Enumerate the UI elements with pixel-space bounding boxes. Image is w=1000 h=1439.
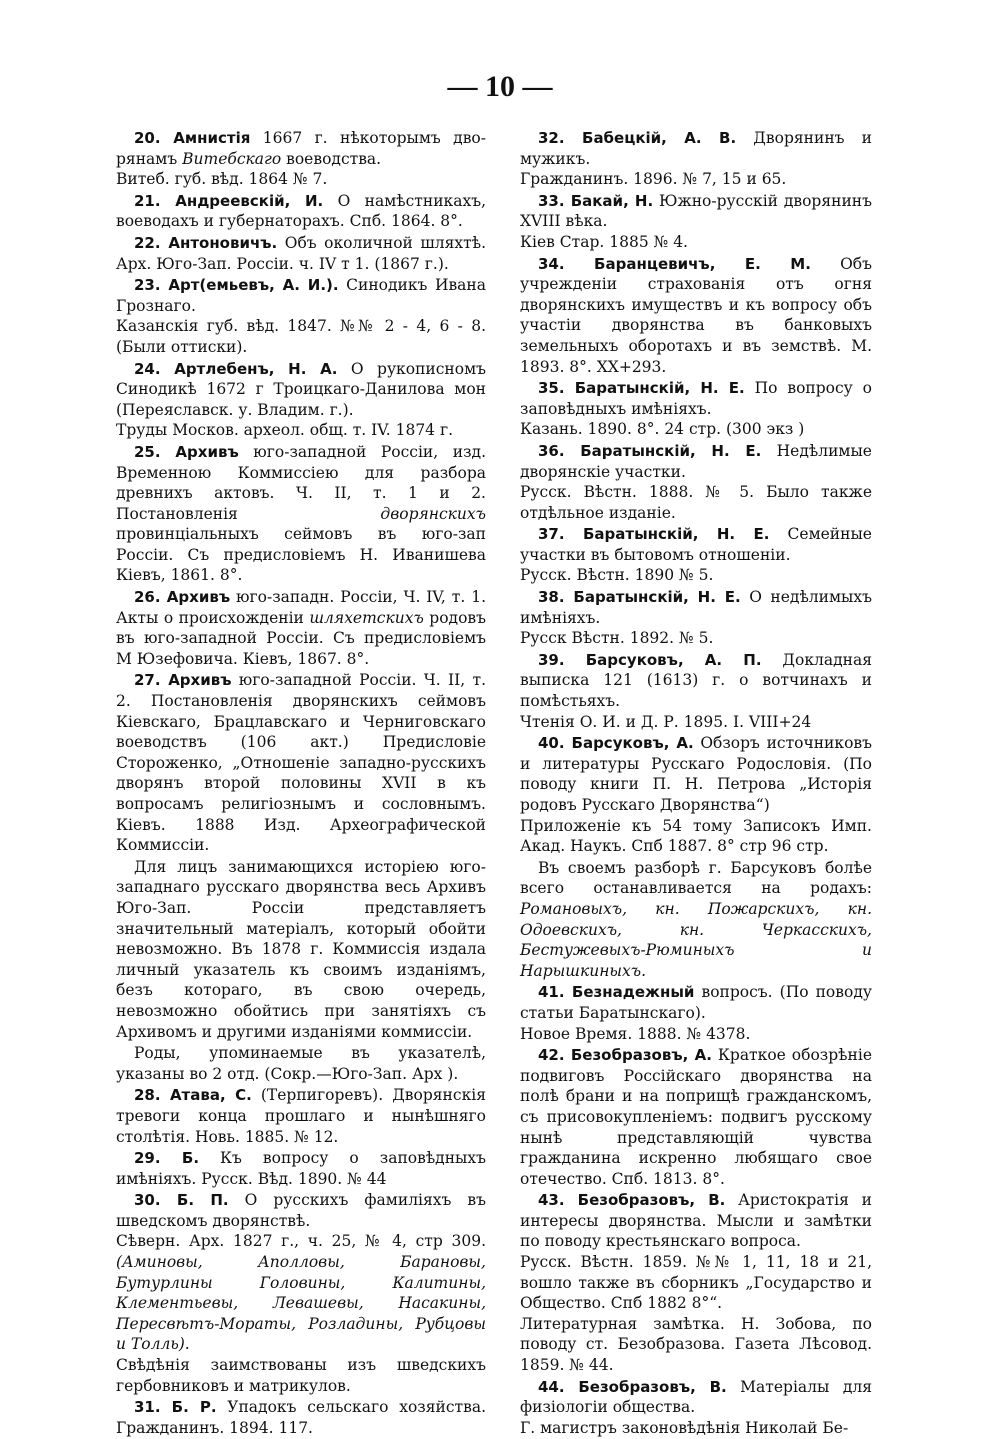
entry-text: Семейные участки въ бытовомъ отношеніи. [520,525,872,564]
entry-text: родовъ въ юго-западной Россіи. Съ предисловіемъ М Юзефовича. Кіевъ, 1867. 8°. [116,608,486,668]
entry-text: О намѣстникахъ, воеводахъ и губернаторахъ. Спб. 1864. 8°. [116,191,486,231]
bibliography-entry [520,524,872,586]
entry-heading: 37. Баратынскій, Н. Е. [538,525,770,544]
entry-text: Объ околичной шляхтѣ. Арх. Юго-Зап. Россіи. ч. IV т 1. (1867 г.). [116,233,486,273]
bibliography-entry [116,191,486,232]
entry-heading: 28. Атава, С. [134,1086,252,1105]
bibliography-entry [116,1148,486,1189]
right-column [520,128,872,1439]
entry-text: Южно-русскій дворянинъ XVIII вѣка. [520,191,872,231]
entry-text: Казань. 1890. 8°. 24 стр. (300 экз ) [520,420,805,439]
entry-text: Аристократія и интересы дворянства. Мысли и замѣтки по поводу крестьянскаго вопроса. [520,1191,872,1251]
entry-heading: 42. Безобразовъ, А. [538,1046,712,1065]
note-text: Роды, упоминаемые въ указателѣ, указаны во 2 отд. (Сокр.—Юго-Зап. Арх ). [116,1044,486,1083]
entry-heading: 41. Безнадежный [538,983,695,1002]
entry-heading: 36. Баратынскій, Н. Е. [538,441,762,460]
entry-text: провинціальныхъ сеймовъ въ юго-зап Россіи. Съ предисловіемъ Н. Иванишева Кіевъ, 1861. 8°. [116,525,486,585]
entry-heading: 29. Б. [134,1149,200,1168]
entry-heading: 23. Арт(емьевъ, А. И.). [134,276,339,295]
entry-text: Матеріалы для физіологіи общества. [520,1377,872,1417]
entry-text: Къ вопросу о заповѣдныхъ имѣніяхъ. Русск. Вѣд. 1890. № 44 [116,1149,486,1188]
bibliography-entry [116,1397,486,1438]
bibliography-entry [520,982,872,1044]
bibliography-entry [520,1045,872,1189]
entry-heading: 38. Баратынскій, Н. Е. [538,588,741,607]
entry-text: Синодикъ Ивана Грознаго. [116,276,486,315]
bibliography-entry [116,128,486,190]
entry-text: юго-западной Россіи. Ч. II, т. 2. Постановленія дворянскихъ сеймовъ Кіевскаго, Брацлавскаго и Черниговскаго воеводствъ (106 акт.) Предисловіе Стороженко, „Отношеніе западно-русскихъ дворянъ второй половины XVII в къ вопросамъ религіознымъ и сословнымъ. Кіевъ. 1888 Изд. Археографической Коммиссіи. [116,671,486,855]
entry-text: Г. магистръ законовѣдѣнія Николай Бе- [520,1418,849,1437]
bibliography-entry [116,233,486,274]
note-paragraph [520,858,872,982]
bibliography-entry [116,1190,486,1396]
entry-italic-text: шляхетскихъ [309,608,424,627]
note-italic-text: Романовыхъ, кн. Пожарскихъ, кн. Одоевскихъ, кн. Черкасскихъ, Бестужевыхъ-Рюминыхъ и Нарышкиныхъ. [520,899,872,980]
entry-text: Русск. Вѣстн. 1888. № 5. Было также отдѣльное изданіе. [520,483,872,522]
bibliography-entry [520,254,872,378]
entry-text: Литературная замѣтка. Н. Зобова, по поводу ст. Безобразова. Газета Лѣсовод. 1859. № 44. [520,1314,872,1375]
entry-text: По вопросу о заповѣдныхъ имѣніяхъ. [520,379,872,418]
bibliography-entry [520,128,872,190]
entry-heading: 26. Архивъ [134,588,231,607]
entry-text: Упадокъ сельскаго хозяйства. Гражданинъ. 1894. 117. [116,1398,486,1437]
entry-text: Гражданинъ. 1896. № 7, 15 и 65. [520,170,787,189]
entry-heading: 33. Бакай, Н. [538,191,654,210]
entry-text: юго-западн. Россіи, Ч. IV, т. 1. Акты о происхожденіи [116,588,486,627]
entry-heading: 35. Баратынскій, Н. Е. [538,379,745,398]
entry-text: Русск Вѣстн. 1892. № 5. [520,629,714,648]
entry-heading: 20. Амнистія [134,129,251,147]
entry-heading: 25. Архивъ [134,442,239,461]
entry-heading: 27. Архивъ [134,671,232,690]
entry-text: Новое Время. 1888. № 4378. [520,1024,751,1043]
entry-text: Казанскія губ. вѣд. 1847. №№ 2 - 4, 6 - 8. (Были оттиски). [116,317,486,356]
bibliography-entry [520,191,872,253]
entry-text: 1667 г. нѣкоторымъ дво- [250,129,486,147]
entry-italic-text: (Аминовы, Аполловы, Барановы, Бутурлины Головины, Калитины, Клементьевы, Левашевы, Насакины, Пересвѣтъ-Мораты, Розладины, Рубцовы и Толль). [116,1253,486,1354]
entry-text: Краткое обозрѣніе подвиговъ Россійскаго дворянства на полѣ брани и на поприщѣ гражданскомъ, съ присовокупленіемъ: подвигъ русскому нынѣ представляющій чувства гражданина искренно любящаго свое отечество. Спб. 1813. 8°. [520,1046,872,1188]
note-paragraph [116,1043,486,1084]
entry-heading: 31. Б. Р. [134,1398,217,1417]
bibliography-entry [116,442,486,586]
entry-italic-text: Витебскаго [182,149,282,168]
entry-text: рянамъ [116,149,183,168]
note-text: Въ своемъ разборѣ г. Барсуковъ болѣе всего останавливается на родахъ: [520,858,872,898]
entry-heading: 30. Б. П. [134,1191,229,1210]
page-number: — 10 — [447,70,553,103]
entry-heading: 43. Безобразовъ, В. [538,1191,726,1210]
entry-heading: 21. Андреевскій, И. [134,191,324,210]
entry-heading: 44. Безобразовъ, В. [538,1377,727,1396]
entry-text: Свѣдѣнія заимствованы изъ шведскихъ гербовниковъ и матрикулов. [116,1356,486,1395]
bibliography-entry [520,378,872,440]
entry-text: воеводства. [281,149,382,168]
bibliography-entry [520,733,872,857]
entry-heading: 32. Бабецкій, А. В. [538,129,737,147]
entry-text: Объ учрежденіи страхованія отъ огня дворянскихъ имуществъ и къ вопросу объ участіи дворянства въ банковыхъ земельныхъ оборотахъ и въ земствѣ. М. 1893. 8°. XX+293. [520,254,873,376]
entry-text: Русск. Вѣстн. 1890 № 5. [520,566,714,585]
bibliography-entry [520,587,872,649]
note-paragraph [116,857,486,1042]
entry-text: Докладная выписка 121 (1613) г. о вотчинахъ и помѣстьяхъ. [520,650,872,711]
entry-heading: 22. Антоновичъ. [134,233,278,252]
bibliography-entry [520,441,872,523]
entry-text: О русскихъ фамиліяхъ въ шведскомъ дворянствѣ. [116,1191,486,1230]
entry-text: вопросъ. (По поводу статьи Баратынскаго). [520,983,872,1022]
entry-text: Сѣверн. Арх. 1827 г., ч. 25, № 4, стр 309. [116,1232,486,1251]
note-text: Для лицъ занимающихся исторіею юго-западнаго русскаго дворянства весь Архивъ Юго-Зап. Россіи представляетъ значительный матеріалъ, который обойти невозможно. Въ 1878 г. Коммиссія издала личный указатель къ своимъ изданіямъ, безъ котораго, въ свою очередь, невозможно обойтись при занятіяхъ съ Архивомъ и другими изданіями коммиссіи. [116,857,486,1041]
entry-text: Труды Москов. археол. общ. т. IV. 1874 г. [116,421,454,440]
entry-text: Недѣлимые дворянскіе участки. [520,441,872,481]
entry-heading: 34. Баранцевичъ, Е. М. [538,254,811,273]
entry-text: Чтенія О. И. и Д. Р. 1895. I. VIII+24 [520,712,812,731]
bibliography-entry [520,650,872,732]
bibliography-entry [520,1377,872,1439]
entry-text: О рукописномъ Синодикѣ 1672 г Троицкаго-Данилова мон (Переяславск. у. Владим. г.). [116,359,487,419]
bibliography-entry [116,359,486,441]
entry-heading: 40. Барсуковъ, А. [538,734,694,753]
entry-italic-text: дворянскихъ [380,504,486,523]
entry-text: Витеб. губ. вѣд. 1864 № 7. [116,170,328,189]
entry-heading: 39. Барсуковъ, А. П. [538,650,762,669]
bibliography-entry [116,275,486,357]
entry-text: Приложеніе къ 54 тому Записокъ Имп. Акад. Наукъ. Спб 1887. 8° стр 96 стр. [520,816,872,856]
bibliography-entry [116,587,486,669]
entry-text: О недѣлимыхъ имѣніяхъ. [520,588,872,627]
entry-text: юго-западной Россіи, изд. Временною Коммиссіею для разбора древнихъ актовъ. Ч. II, т. 1 и 2. Постановленія [116,442,486,523]
entry-text: Кіев Стар. 1885 № 4. [520,232,688,251]
entry-text: Обзоръ источниковъ и литературы Русскаго Родословія. (По поводу книги П. Н. Петрова „Исторія родовъ Русскаго Дворянства“) [520,734,872,814]
bibliography-entry [116,1085,486,1147]
entry-heading: 24. Артлебенъ, Н. А. [134,359,338,378]
entry-text: (Терпигоревъ). Дворянскія тревоги конца прошлаго и нынѣшняго столѣтія. Новь. 1885. № 12. [116,1086,486,1146]
bibliography-entry [116,670,486,855]
entry-text: Дворянинъ и мужикъ. [520,129,872,168]
left-column [116,128,486,1439]
entry-text: Русск. Вѣстн. 1859. №№ 1, 11, 18 и 21, вошло также въ сборникъ „Государство и Общество. Спб 1882 8°“. [520,1253,872,1313]
bibliography-entry [520,1190,872,1375]
